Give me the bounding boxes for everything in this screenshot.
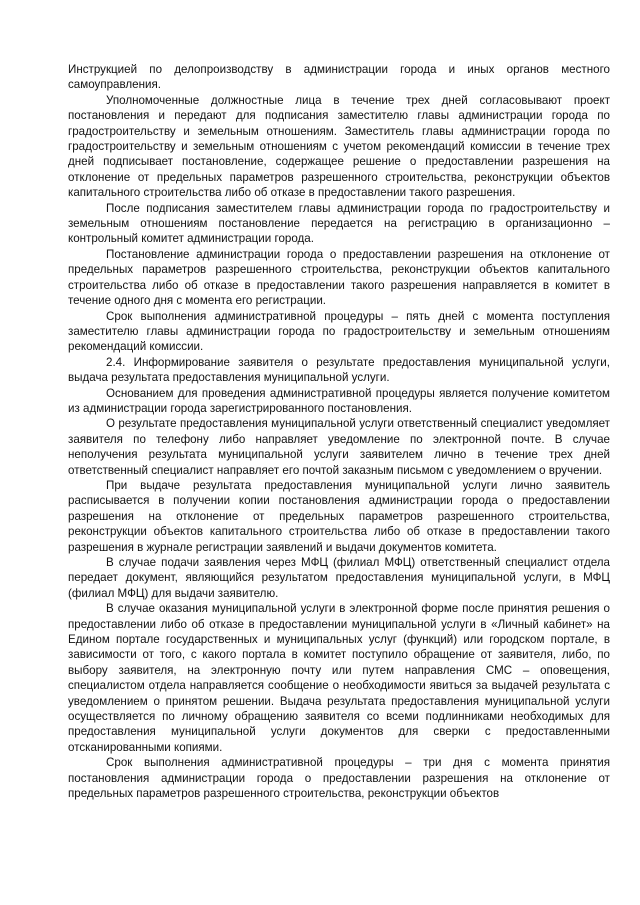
- document-page: [68, 62, 610, 802]
- paragraph-registration: После подписания заместителем главы администрации города по градостроительству и земельным отношениям постановление передается на регистрацию в организационно – контрольный комитет администрации города.: [68, 201, 610, 246]
- paragraph-term-five-days: Срок выполнения административной процедуры – пять дней с момента поступления заместителю главы администрации города по градостроительству и земельным отношениям рекомендаций комиссии.: [68, 309, 610, 354]
- section-heading-2-4: 2.4. Информирование заявителя о результате предоставления муниципальной услуги, выдача результата предоставления муниципальной услуги.: [68, 355, 610, 385]
- paragraph-term-three-days: Срок выполнения административной процедуры – три дня с момента принятия постановления администрации города о предоставлении разрешения на отклонение от предельных параметров разрешенного строительства, реконструкции объектов: [68, 756, 610, 801]
- paragraph-issuance-in-person: При выдаче результата предоставления муниципальной услуги лично заявитель расписывается в получении копии постановления администрации города о предоставлении разрешения на отклонение от предельных параметров разрешенного строительства, реконструкции объектов капитального строительства либо об отказе в предоставлении такого разрешения в журнале регистрации заявлений и выдачи документов комитета.: [68, 478, 610, 554]
- paragraph-forwarding: Постановление администрации города о предоставлении разрешения на отклонение от предельных параметров разрешенного строительства, реконструкции объектов капитального строительства либо об отказе в предоставлении такого разрешения направляется в комитет в течение одного дня с момента его регистрации.: [68, 247, 610, 308]
- paragraph-notification: О результате предоставления муниципальной услуги ответственный специалист уведомляет заявителя по телефону либо направляет уведомление по электронной почте. В случае неполучения результата муниципальной услуги заявителем лично в течение трех дней ответственный специалист направляет его почтой заказным письмом с уведомлением о вручении.: [68, 417, 610, 477]
- paragraph-approval: Уполномоченные должностные лица в течение трех дней согласовывают проект постановления и передают для подписания заместителю главы администрации города по градостроительству и земельным отношениям. Заместитель главы администрации города по градостроительству и земельным отношениям с учетом рекомендаций комиссии в течение трех дней подписывает постановление, содержащее решение о предоставлении разрешения на отклонение от предельных параметров разрешенного строительства, реконструкции объектов капитального строительства либо об отказе в предоставлении такого разрешения.: [68, 93, 610, 200]
- paragraph-continuation: Инструкцией по делопроизводству в администрации города и иных органов местного самоуправления.: [68, 63, 610, 92]
- paragraph-mfc: В случае подачи заявления через МФЦ (филиал МФЦ) ответственный специалист отдела передает документ, являющийся результатом предоставления муниципальной услуги, в МФЦ (филиал МФЦ) для выдачи заявителю.: [68, 556, 610, 600]
- paragraph-electronic-form: В случае оказания муниципальной услуги в электронной форме после принятия решения о предоставлении либо об отказе в предоставлении муниципальной услуги в «Личный кабинет» на Едином портале государственных и муниципальных услуг (функций) или городском портале, в зависимости от того, с какого портала в комитет поступило обращение от заявителя, либо, по выбору заявителя, на электронную почту или путем направления СМС – оповещения, специалистом отдела направляется сообщение о необходимости явиться за выдачей результата с уведомлением о принятом решении. Выдача результата предоставления муниципальной услуги осуществляется по личному обращению заявителя со всеми подлинниками необходимых для предоставления муниципальной услуги документов для сверки с предоставленными отсканированными копиями.: [68, 602, 610, 754]
- paragraph-basis: Основанием для проведения административной процедуры является получение комитетом из администрации города зарегистрированного постановления.: [68, 386, 610, 415]
